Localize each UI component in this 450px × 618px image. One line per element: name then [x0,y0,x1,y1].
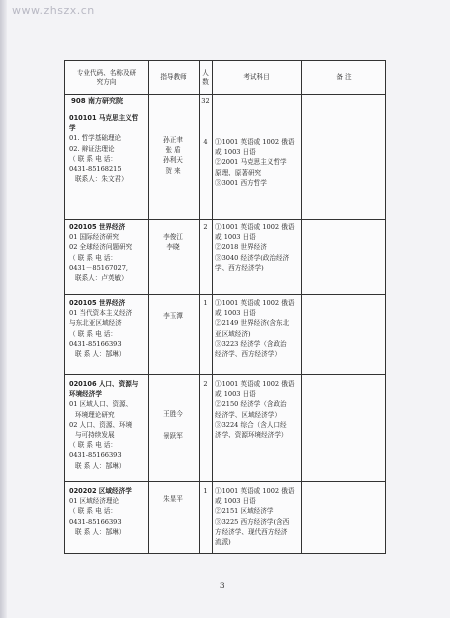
advisor-name: 贺 来 [165,166,181,175]
exam-subject: ③3223 经济学（含政治 [215,339,287,348]
advisor-name: 李玉潭 [163,312,183,320]
research-direction: 01 国际经济研究 [69,233,120,242]
contact-phone: 0431-85168215 [69,165,122,174]
header-remarks: 备 注 [336,73,352,81]
program-4-advisors [153,403,193,447]
header-count-line2: 数 [202,78,209,86]
program-3-count: 1 [203,299,208,307]
contact-label: （ 联 系 电 话： [69,154,117,163]
contact-phone: 0431－85167027, [69,263,129,272]
exam-subject: 亚区域经济) [215,329,251,338]
program-title-cont: 学 [69,124,76,133]
program-3-advisors [153,311,193,321]
exam-subject: 流派) [215,538,231,547]
contact-label: （ 联 系 电 话： [69,441,117,450]
contact-label: （ 联 系 电 话： [69,329,117,338]
header-advisor: 指导教师 [160,73,187,81]
header-program-line1: 专业代码、名称及研 [76,69,137,77]
advisor-name: 朱显平 [163,495,183,503]
exam-subject: 经济学、西方经济学） [215,350,281,359]
header-program-line2: 究方向 [96,78,117,86]
header-program [65,69,148,87]
contact-person: 联系人：卢英敏） [75,274,128,283]
contact-phone: 0431-85166393 [69,339,122,348]
program-2-exams [215,222,294,273]
exam-subject: ②2001 马克思主义哲学 [215,158,287,167]
exam-subject: ②2151 区域经济学 [215,507,274,516]
program-title: 020105 世界经济 [69,299,126,307]
exam-subject: 济学、资源环境经济学） [215,431,288,440]
exam-subject: ①1001 英语或 1002 俄语 [215,138,295,146]
program-4-exams [215,379,294,440]
row-rule [65,374,385,375]
advisor-name: 孙利天 [163,156,183,165]
research-direction: 与可持续发展 [75,431,115,440]
advisor-name: 李俊江 [163,233,183,241]
program-4-count: 2 [203,380,208,388]
exam-subject: 或 1003 日语 [215,148,256,157]
col-rule [212,61,213,553]
exam-subject: ②2018 世界经济 [215,243,267,252]
exam-subject: 或 1003 日语 [215,390,256,399]
program-1-info [69,113,138,184]
program-title-cont: 环境经济学 [69,390,102,399]
program-2-info [69,222,132,283]
admissions-table [64,60,386,554]
program-title: 020106 人口、资源与 [69,380,139,388]
research-direction: 01. 哲学基础理论 [69,134,122,143]
exam-subject: ③3225 西方经济学(含西 [215,517,290,526]
program-1-exams [215,137,294,188]
exam-subject: 经济学、区域经济学） [215,410,281,419]
program-5-exams [215,486,294,547]
advisor-name: 孙正聿 [163,136,183,144]
contact-label: （ 联 系 电 话： [69,507,117,516]
exam-subject: ③3001 西方哲学 [215,178,267,187]
program-5-advisors [153,494,193,504]
exam-subject: 方经济学、现代西方经济 [215,527,288,536]
row-rule [65,219,385,220]
research-direction: 环境理论研究 [75,410,115,419]
advisor-name: 王胜今 [163,410,183,418]
row-rule [65,481,385,482]
exam-subject: 或 1003 日语 [215,309,256,318]
contact-person: 联 系 人：郜琳） [75,350,126,359]
research-direction: 01 区域人口、资源、 [69,400,133,409]
program-1-advisors [153,135,193,176]
research-direction: 02. 辩证法理论 [69,144,115,153]
department-name: 908 南方研究院 [71,97,124,105]
exam-subject: 学、西方经济学) [215,263,264,272]
header-count-line1: 人 [202,69,209,77]
exam-subject: ①1001 英语或 1002 俄语 [215,380,295,388]
advisor-name: 张 盾 [165,146,181,155]
watermark: www.zhszx.cn [12,4,95,17]
page-number: 3 [220,582,225,590]
program-2-count: 2 [203,223,208,231]
advisor-name: 景跃军 [163,432,183,440]
advisor-name: 李晓 [166,243,180,252]
contact-phone: 0431-85166393 [69,517,122,526]
program-3-exams [215,298,294,359]
program-1-count: 4 [203,138,208,146]
header-exams: 考试科目 [243,73,270,81]
research-direction: 与东北亚区域经济 [69,319,122,328]
exam-subject: ③3224 综合（含人口经 [215,420,287,429]
program-title: 010101 马克思主义哲 [69,114,139,122]
program-5-info [69,486,132,537]
col-rule [301,61,302,553]
program-5-count: 1 [203,487,208,495]
contact-person: 联系人：朱文君） [75,175,128,184]
contact-person: 联 系 人：郜琳） [75,461,126,470]
col-rule [148,61,149,553]
department-count: 32 [201,97,210,105]
research-direction: 01 区域经济理论 [69,497,120,506]
research-direction: 02 全球经济问题研究 [69,243,133,252]
program-4-info [69,379,138,471]
exam-subject: 或 1003 日语 [215,233,256,242]
exam-subject: ③3040 经济学(政治经济 [215,253,290,262]
exam-subject: ①1001 英语或 1002 俄语 [215,223,295,231]
header-count [199,69,212,87]
exam-subject: ②2150 经济学（含政治 [215,400,287,409]
program-title: 020105 世界经济 [69,223,126,231]
row-rule [65,94,385,95]
exam-subject: ②2149 世界经济(含东北 [215,319,290,328]
exam-subject: 原理、原著研究 [215,168,262,177]
row-rule [65,294,385,295]
exam-subject: 或 1003 日语 [215,497,256,506]
program-3-info [69,298,132,359]
contact-phone: 0431-85166393 [69,451,122,460]
program-title: 020202 区域经济学 [69,487,132,495]
exam-subject: ①1001 英语或 1002 俄语 [215,487,295,495]
research-direction: 02 人口、资源、环境 [69,420,133,429]
contact-person: 联 系 人：郜琳） [75,527,126,536]
research-direction: 01 当代资本主义经济 [69,309,133,318]
contact-label: （ 联 系 电 话： [69,253,117,262]
program-2-advisors [153,232,193,252]
exam-subject: ①1001 英语或 1002 俄语 [215,299,295,307]
scan-edge [0,0,7,618]
